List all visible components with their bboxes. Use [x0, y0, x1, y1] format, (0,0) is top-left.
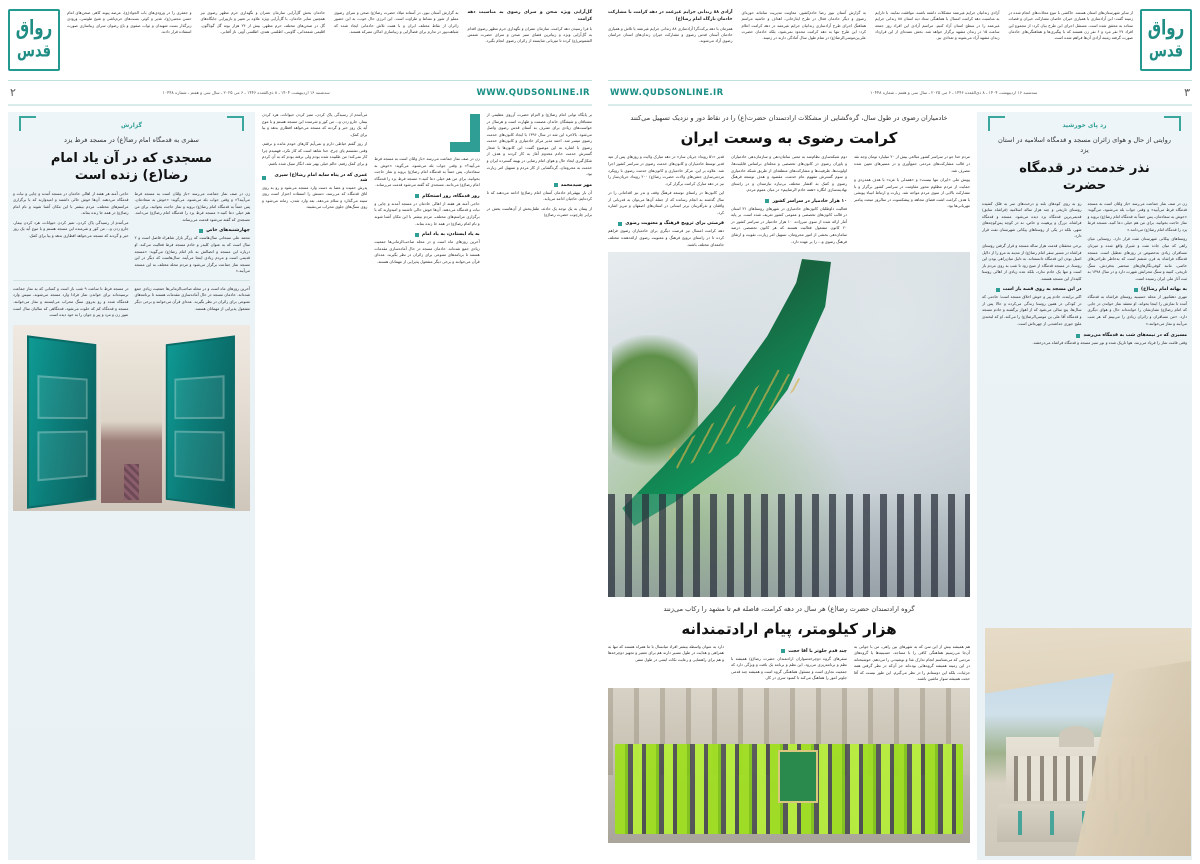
package-rubric: سفری به قدمگاه امام رضا(ع) در مسجد فرط یزد — [64, 136, 199, 144]
paragraph: قدیر «۵۱ رویداد جریان ساز» در دهه مبارک ولایت و روزهای پس از عید قدیر توسط خادمیاران و کانون‌های خدمت رضوی در سراسر کشور اجرا شد. علاوه بر این، مرکز خادمیاری و کانون‌های خدمت رضوی با رویکرد مردمی‌سازی جشن‌های ولادت حضرت رضا(ع) ۲۰۰ رویداد جریان‌ساز را نیز در دهه مبارک کرامت برگزار کرد. — [608, 154, 725, 186]
bullet-square-icon — [262, 176, 266, 180]
masthead-item-lead — [468, 10, 593, 80]
subheading-text: چهارشنبه‌های خاص — [206, 228, 250, 234]
masthead-item — [1009, 10, 1134, 80]
paragraph: سفرهای گروه دوچرخه‌سواران ارادتمندان حضرت رضا(ع) همیشه با نظم و برنامه‌ریزی می‌رود. این نظم و برنامه یک بافت و ویژگی دارد که جمعیت نجاری است و مسئول هماهنگی گروه است و همیشه چند قدمی جلوتر امور را هماهنگ می‌کند تا کمبود سری در کار. — [731, 655, 847, 681]
masthead-item — [875, 10, 1000, 80]
subheading-text: چند قدم جلوتر با آقا حجت — [788, 648, 847, 654]
package-red-pay-khorshid — [977, 112, 1192, 860]
publication-logo — [8, 9, 60, 71]
website-url[interactable]: WWW.QUDSONLINE.IR — [610, 87, 724, 98]
paragraph: حاجی آمنه هر هفته از اهالی خادمان در مسجد آمدند و چایی و نبات و قدمگاه می‌دهند. آن‌ها خوش حالی داشتند و امیدوارند که با برگزاری مراسم‌های مختلف، مردم بیشتر با این مکان آشنا شوند و نام امام رضا(ع) در همه جا زنده بماند. — [374, 200, 480, 226]
paragraph: رو به روی کوه‌های بلند و درخت‌های سر به فلک کشیده روستای تاریخی و چند هزار ساله اسلامیه (فراشاه سابق) قدیمی‌ترین قدمگاه یزد دیده می‌شود. مسجد و قدمگاه فراشاه، بزرگ و پرهیبت و خاص، نه در کوچه پس‌کوچه‌های شهر، بلکه در یکی از روستاهای پیکانی شهرستان تفت قرار دارد. — [982, 200, 1082, 239]
issue-date-line: سه‌شنبه ۱۶ اردیبهشت ۱۴۰۴ ـ ۸ ذی‌القعده ۱۴۴۶ ـ ۶ می ۲۰۲۵ ـ سال سی و هفتم ـ شماره ۱۰۴۴۸ — [162, 90, 330, 95]
subheading-text: فرصتی برای ترویج فرهنگ و معنویت رضوی — [625, 221, 724, 227]
page-gutter — [599, 0, 601, 864]
bullet-square-icon — [618, 222, 622, 226]
logo-line-2: قدس — [17, 41, 51, 62]
photo-door-left — [27, 335, 97, 508]
package-title: مسجدی که در آن یاد امام رضا(ع) زنده است — [50, 150, 213, 183]
paragraph: حاجی آمنه هر هفته از اهالی خادمان در مسجد آمدند و چایی و نبات و قدمگاه می‌دهند. آن‌ها خوش حالی داشتند و امیدوارند که با برگزاری مراسم‌های مختلف، مردم بیشتر با این مکان آشنا شوند و نام امام رضا(ع) در همه جا زنده بماند. — [13, 190, 129, 216]
paragraph: زن در صف نماز جماعت می‌رسد «باز ولئان است به مسجد فرط می‌آیید؟» و وقتی جواب بله می‌شنود، می‌گوید: «خوش به سعادتتان، پس حتماً به قدمگاه امام رضا(ع) بروید و نماز حاجت بخوانید، برای من هم خیلی دعا کنید.» مسجد فرط یزد را قدمگاه امام رضا(ع) می‌دانند. مسجدی که گفته می‌شود قدمت می‌رساند. — [374, 156, 480, 188]
website-url[interactable]: WWW.QUDSONLINE.IR — [476, 87, 590, 98]
logo-line-1: رواق — [1147, 16, 1185, 41]
subheading-text: ۱۰ هزار خادمیار در سراسر کشور — [772, 198, 847, 204]
article-column — [854, 154, 970, 248]
subheading-text: به یاد ایستادن، به یاد امام — [421, 232, 480, 238]
bullet-square-icon — [1134, 288, 1138, 292]
content-right — [0, 106, 600, 864]
bullet-square-icon — [415, 233, 419, 237]
subheading — [135, 228, 251, 233]
paragraph: دوم شبکه‌سازی نظام‌مند به معنی سامان‌دهی و سازمان‌دهی خادمیاران و یاوران رضوی در کانون‌های تخصصی و محله‌ای براساس قابلیت‌ها، اولویت‌ها، ظرفیت‌ها و مشارکت‌های منطقه‌ای از طریق شبکه خادمیاری و سوم گسترش مفهوم عام خدمت، مقصود و هدف توسعه فرهنگ رضوی و کمک به اقشار مختلف بی‌نیازه نیازمندان و در راستای نهادینه‌سازی انگاره «همه خادم الرضاییم» در میان عموم مردم. — [731, 154, 847, 193]
photo-mosque-qadamgah — [985, 628, 1191, 856]
photo-crowd — [608, 494, 970, 598]
package-header — [608, 112, 970, 154]
paragraph: وقتی قامت نماز را فریاد می‌زنند، هوا تاریک شده و نور سبز مسجد و قدمگاه فراشاه می‌درخشد. — [1032, 340, 1187, 346]
subheading — [1088, 287, 1188, 292]
folio-bar-right — [8, 80, 592, 106]
logo-line-1: رواق — [15, 16, 53, 41]
paragraph: می‌آمدم از رسیدگی پاک کردن، تمیز کردن حیوانات، هرد کردن بیمار، جارو زدن و... من کور و شرمنده این مسجد هستم و با موج آید یک روز خبر و گردنه که مسجد می‌خواهد افطاری بدهد و بیا برای کمک. — [13, 219, 129, 239]
bullet-square-icon — [1076, 334, 1080, 338]
masthead-item — [201, 10, 326, 80]
package-header — [982, 112, 1187, 201]
article-column — [135, 286, 251, 319]
paragraph: از پیمان به یک توجه یک حادثه، طفل‌بخش از آن‌هاست بخش در برابر چارچوب حضرت رضا(ع) — [486, 205, 592, 218]
package-rubric: گروه ارادتمندان حضرت رضا(ع) هر سال در دهه کرامت، فاصله قم تا مشهد را رکاب می‌زنند — [663, 605, 915, 614]
article-column — [608, 154, 724, 248]
paragraph: زن در صف نماز جماعت می‌رسد «باز ولئان است به مسجد فرط می‌آیید؟» و وقتی جواب بله می‌شنود، می‌گوید: «خوش به سعادتتان، پس حتماً به قدمگاه امام رضا(ع) بروید و نماز حاجت بخوانید، برای من هم خیلی دعا کنید.» مسجد فرط یزد را قدمگاه امام رضا(ع) می‌دانند. مسجدی که گفته می‌شود قدمت می‌رساند. — [134, 190, 250, 222]
subheading-text: روز قدمگاه، روز استحکام — [422, 193, 480, 199]
photo-rug — [124, 464, 139, 500]
paragraph: اکبر براینده، خادم پیر و خوش اخلاق مسجد است؛ خادمی که در کودکی در همین روستا زندگی می‌کرده و حالا پس از سال‌ها، پنج سالی می‌شود که از اهواز برگشته و خادم مسجد و قدمگاه آقا علی بن موسی‌الرضا(ع) را می‌کند. او که لبخندی ملیح جوری جداشدنی از چهره‌اش است. — [982, 294, 1082, 326]
article-column — [608, 644, 724, 683]
bullet-square-icon — [765, 199, 769, 203]
masthead-item-lead — [608, 10, 733, 80]
decorative-l-glyph — [450, 114, 480, 152]
page-number: ۲ — [10, 86, 16, 99]
package-header-bottom — [608, 597, 970, 643]
package-keramat-razavi — [608, 112, 970, 860]
masthead-columns-left — [608, 6, 1133, 80]
photo-door-panel — [38, 375, 88, 418]
article-column — [731, 644, 847, 683]
article-column — [374, 112, 479, 860]
subheading — [262, 173, 367, 183]
photo-green-flag-procession — [608, 252, 970, 597]
article-column — [13, 191, 129, 275]
subheading-text: مسیری که در نیمه‌های شب به قدمگاه می‌رسد — [1083, 333, 1187, 339]
paragraph: در مسجد فرط تا ساعت ۹ شب باز است و کسانی که به نماز جماعت نرسیده‌اند برای خواندن نماز فرادا وارد مسجد می‌شوند، سپس وارد قدمگاه شده و رو به‌روی سنگ محراب می‌ایستند و نماز می‌خوانند. مسجد و قدمگاه کم که خلوت می‌شود، قدمگاهی که سالیان سال است عبور زن و مرد و پیر و جوان را به خود دیده است. — [13, 285, 129, 318]
photo-doorway-interior — [101, 340, 163, 504]
paragraph: دهه کرامت امسال نیز فرصت دیگری برای خادمیاران رضوی فراهم کرده تا در راستای ترویج فرهنگ و معنویت رضوی ارائه‌دهنده مختلف جامعه‌ای مختلف باشند. — [608, 228, 724, 247]
photo-green-banner — [778, 750, 818, 803]
photo-door-panel — [38, 431, 88, 482]
subheading — [982, 287, 1082, 292]
article-column — [487, 112, 592, 860]
issue-date-line: سه‌شنبه ۱۶ اردیبهشت ۱۴۰۴ ـ ۸ ذی‌القعده ۱۴۴۶ ـ ۶ می ۲۰۲۵ ـ سال سی و هفتم ـ شماره ۱۰۴۴۸ — [870, 90, 1038, 95]
article-column — [854, 644, 970, 683]
paragraph: این کانون‌ها در راستای توسعه فرهنگ وقف و ندر نیز اقداماتی را در سال گذشته به انجام رسانده که از جمله آن‌ها می‌توان به قدربانی از واقفان و نذرآفرینان برتر استانی در استان‌های اصفهان و تبریز اشاره کرد. — [608, 190, 724, 215]
bullet-square-icon — [415, 194, 419, 198]
corner-bracket-icon — [227, 116, 244, 131]
paragraph: هم همیشه بیش از این سن که به شهرهای بین راهی، من با جوانی به آن‌جا می‌رسیم هماهنگی کافی را با مساجد، حسینیه‌ها یا گروه‌های مردمی که می‌شناسم انجام تدارک غذا و نوشیدنی را می‌دهم. خوشبختانه در این زمینه همیشه گروه‌هایی بوده‌اند جز آن‌که در نظر گرفتن همه جزئیات، بلکه این دوستانم را در نظر می‌گیرم. این طور نیست که آقا حجت همیشه سوار ماشین باشند. — [854, 643, 970, 682]
paragraph: روستاهای پیکانی شهرستان تفت قرار دارد. روستایی میان راهی که میان جاده تفت و شیراز واقع شده و میزبان مسافران زیادی به‌خصوص در روزهای تعطیل است. مسجد قدمگاه فراشاه به قرن ششم است که به‌خاطر طراحی‌های خاصی، مانند کوفی‌نگارهای‌های منحصر به‌فردش، سنگ تاریخی، کتیبه و سنگ محرابش شهرت دارد و در سال ۱۳۹۸ به ثبت آثار ملی ایران رسیده است. — [1087, 236, 1188, 281]
page-left — [600, 0, 1200, 864]
paragraph: برخی محققان قدمت هزار ساله مسجد و قرار گرفتن روستای فراشاه در مسیر سفر امام رضا(ع) از مدینه به مرو را از دلایل اصیل بودن این قدمگاه دانسته‌اند. به دلیل میان‌راهی بودن این روستا، در مسجد قدمگاه از صبح زود تا شب به روی مردم باز است و تنها یک خادم ندارد، بلکه عده زیادی از اهالی روستا کلیددار این مسجد هستند. — [982, 242, 1082, 281]
paragraph: پویش ملی «ایران تنها نیست» و «همدلی با غزه» با هدف همدردی و حمایت از مردم مظلوم محور مقاومت در سراسر کشور برگزار و با مشارکت بالایی از سوی مردم مواجه شد. زیارت و ارتباط انبیاء پویشی با هدف کرامت اشت فضای مجاهد و پیشکسوت در سالروز میعث پیامبر مهربانی‌ها بود. — [854, 177, 970, 209]
masthead-body: به گزارش آستان نیوز، در آستانه میلاد حضرت رضا(ع) صحن و سرای رضوی مملو از شور و نشاط و طراوت است. این انرژی حال خوب، به این حضور زائران از نقاط مختلف ایران و با همت تلاش خادمانی ایجاد شده که شباهت‌پور در تدارم برای فضا‌آرایی و زیباسازی اماکن متبرکه هستند. — [334, 10, 459, 34]
masthead-kicker: آزادی ۸۸ زندانی جرایم غیرعمد در دهه کرامت با مشارکت خادمان بارگاه امام رضا(ع) — [608, 10, 733, 22]
photo-door-panel — [175, 431, 225, 482]
masthead-body: با فرا رسیدن دهه کرامت، سازمان عمران و نگهداری حرم مطهر رضوی اقدام به گل‌آرایی ویژه و زیباترین فضای سبز صحن و سرای حضرت شمس الشموس(ع) کرده تا میزبانی شایسته از زائران رضوی انجام بگیرد. — [467, 25, 592, 44]
package-gozaresh — [8, 112, 255, 860]
subheading-text: در این مسجد به روی قصه باز است — [1002, 287, 1082, 293]
bullet-square-icon — [996, 288, 1000, 292]
page-number: ۳ — [1184, 86, 1190, 99]
corner-bracket-icon — [1164, 116, 1181, 131]
bullet-square-icon — [199, 229, 203, 233]
paragraph: بر پایگاه توانی امام رضا(ع) و التزام حضرت آزروی عظیمی از مشتاقان و شیفتگان خاندان عصمت و طهارت است و هرسال در خواست‌های زیادی برای تشرف به آستان قدس رضوی واصل می‌شود. بالاخره این شد در سال ۱۳۹۶ با ایجاد کانون‌های خدمت رضوی میسر شد. احمد مدیر مرکز خادمیاری و کانون‌های خدمت رضوی با اشاره به این موضوع گفت: این کانون‌ها با شعار گسترش خدمت خادم مخدوم آغاز به کار کردند و هدف از شکل‌گیری ایجاد حال و هوای امام رضایی در بهینه گسترده ایران و خدمت به محرومان، گره‌گشایی از کار مردم و تسهیل امر زیارت بود. — [486, 112, 593, 177]
bullet-square-icon — [554, 183, 558, 187]
paragraph: آخرین روزهای ماه است و در محله صاحب‌الزمانی‌ها جمعیت زیادی جمع شده‌اند. خادمان مسجد در حال آماده‌سازی مقدمات هستند تا برنامه‌های متنوعی برای زائران در نظر بگیرند. عده‌ای قرآن می‌خوانند و برخی دیگر مشغول پذیرایی از مهمانان هستند. — [374, 239, 480, 264]
article-column — [13, 286, 129, 319]
paragraph: فعالیت داوطلبان کانون‌های خادمیاری در شهرهای روستاهای ۳۱ استان در قالب کانون‌های تخصصی و عمومی کشور تعریف شده است. بر پایه آمار ارائه شده از سوی میرزاده، ۱۰ هزار خادمیار در سراسر کشور در ۲۰ کانون مشغول فعالیت هستند که هر کانون تخصصی درصد سامان‌دهی بخشی از امور محرومان، تسهیل امر زیارت، تقویت و ارتقای فرهنگ رضوی و... را بر عهده دارد. — [731, 205, 847, 244]
article-column — [262, 112, 367, 860]
package-rubric: روایتی از حال و هوای زائران مسجد و قدمگاه اسلامیه در استان یزد — [998, 136, 1171, 154]
publication-logo — [1140, 9, 1192, 71]
corner-bracket-icon — [19, 116, 36, 131]
photo-cyclists-group — [608, 688, 970, 843]
paragraph: مردم خدا جو در سراسر کشور مبالغی بیش از ۲۰ میلیارد تومان وجه نقد در قالب مشارکت‌های مردمی جمع‌آوری و در مسیرهای تعیین شده مصرف شد. — [854, 154, 970, 173]
masthead-body: از سایر شهرستان‌های استان هستند. خاکشی با تنوع محلات‌های انجام شده در زمینه گفت: این آزادسازی با همیاری خیران خاصان مشارکت خیران و قضات ستاده به محقق شده است. مستقل اجرای این طرح بیان کرد: از مجموع این افراد ۲۷ نفر مرد و ۶ نفر زن هستند که با پیگیری‌ها و هماهنگی‌های خادمان صورت گرفته زمینه آزادی آن‌ها فراهم شده است. — [1008, 10, 1133, 41]
subheading — [608, 221, 724, 226]
masthead-left — [600, 0, 1200, 80]
masthead-columns-right — [67, 6, 592, 80]
package-rubric: خادمیاران رضوی در طول سال، گره‌گشایی از مشکلات ارادتمندان حضرت(ع) را در نقاط دور و نزدیک تسهیل می‌کنند — [630, 114, 948, 122]
subheading — [374, 194, 479, 199]
content-left — [600, 106, 1200, 864]
masthead-item — [742, 10, 867, 80]
package-title: نذر خدمت در قدمگاه حضرت — [1019, 160, 1150, 193]
subheading — [487, 183, 592, 188]
masthead-body: آزادی زندانیان جرایم غیرعمد مشکلات داشته باشند، موافقت نمایند. با دارایم به مناسبت دهه کرامت امسال با هماهنگی ستاد دیه استان ۸۸ زندانی جرایم غیرعمد را در سطح استان آزاد کنیم. مراسم آزادی این افراد روز جمعه ساعت ۱۵ در زندان مشهد برگزار خواهد شد. بخش عمده‌ای از این قرارداد زندان مشهد آزاد می‌شوند و تعدادی نیز. — [875, 10, 1000, 41]
masthead-body: همزمان با دهه برکت‌گرا آزادسازی ۸۸ زندانی جرایم غیرعمد با تلاش و همیاری خادمان آستان قدس رضوی و مشارکت خیران زندان‌های استان خراسان رضوی آزاد می‌شوند. — [608, 25, 733, 44]
subheading — [374, 232, 479, 237]
masthead-right — [0, 0, 600, 80]
subheading — [731, 649, 847, 654]
package-title: هزار کیلومتر، پیام ارادتمندانه — [681, 620, 897, 639]
paragraph: از روز گفتم خیاطی دارم و نمی‌آیم کارهای خودم مانده و نرفتم، وقتی نشستم پای چرخ، خدا شاهد است که کار نکرد، فهمیدم چرا کار نمی‌کند؛ من طلبیده شده بودم ولی نرفته بودم که به آن کردم و برای کمک رفتم. حالم خیلی بهتر شد، انگار سبک شده باشم. — [262, 141, 368, 166]
corner-bracket-icon — [988, 116, 1005, 131]
paragraph: دارد به عنوان واسطه بیشتر افراد میانسال با ما همراه هستند که تنها به همراهی و هدایت در طول مسیر دارند هم برای تعمیر و تجهیز دوچرخه‌ها و هم برای راهنمایی و رعایت نکات ایمنی در طول سفر. — [608, 643, 724, 662]
article-column — [982, 201, 1082, 328]
subheading-text: عمری که در پناه سایه امام رضا(ع) سپری شد — [274, 172, 368, 183]
masthead-body: خادمان بخش گل‌آرایی سازمان عمران و نگهداری حرم مطهر رضوی نیز همچنین سایر خادمان، با گل‌آرایی ویژه علاوه بر تغییر و بازپیرایی جایگاه‌های گل در صحن‌های مختلف حرم مطهر، بیش از ۲۴ هزار بوته گل گوناگون، اقلیمی شمعدانی، گاوبنی، اطلسی هندی، اطلسی آویز، ناز آفتابی. — [200, 10, 325, 34]
paragraph: زن در صف نماز جماعت می‌رسد «باز ولئان است به مسجد قدمگاه فرط می‌آیید» و وقتی جواب بله می‌شنود، می‌گوید: «خوش به سعادتتان، پس حتماً به قدمگاه امام رضا(ع) بروید و نماز حاجت بخوانید، برای من هم خیلی دعا کنید، مسجد فرط یزد را قدمگاه امام رضا(ع) می‌دانند.» — [1087, 200, 1187, 232]
article-column — [135, 191, 251, 275]
photo-turquoise-doors — [13, 325, 250, 511]
paragraph: آن بار بیهقی‌ام خادمان آستان امام رضا(ع) ادامه می‌دهند که تا کرده‌ایم، حاجیان ادامه می‌یابد. — [486, 189, 592, 202]
subheading-text: به بهانه امام رضا(ع) — [1141, 287, 1187, 293]
logo-line-2: قدس — [1149, 41, 1183, 62]
masthead-item — [67, 10, 192, 80]
photo-door-panel — [175, 375, 225, 418]
subheading — [731, 199, 847, 204]
paragraph: مهری دهقانپور از محله حسینیه روستای فراشاه به قدمگاه آمده تا نمازش را اینجا بخواند. او معتقد نماز خواندن در جایی که امام رضا(ع) نشان‌شان را خوانده‌اند حال و هوای دیگری دارد. «من مسافران و زائران زیادی را می‌بینم که هر شب می‌آیند و نماز می‌خوانند.» — [1087, 294, 1187, 326]
paragraph: می‌آمدم از رسیدگی پاک کردن، تمیز کردن حیوانات، هرد کردن بیمار، جارو زدن و... من کور و شرمنده این مسجد هستم و با موج آید یک روز خبر و گردنه که مسجد می‌خواهد افطاری بدهد و بیا برای کمک. — [262, 112, 368, 137]
subheading — [982, 333, 1187, 338]
paragraph: محمد علی سبحانی سال‌هاست که زرگر بازار شاهراه فاضل است و ۲ سال است که به عنوان کلیدر و خادم مسجد فرط فعالیت می‌کند. او درباره این مسجد و اتصالش به نام امام رضا(ع) می‌گوید: «مسجد قدیمی است و مردم زیادی اینجا می‌آیند. سال‌هاست که دیگر در این مسجد نماز جماعت برگزار می‌شود و مردم محله مختلف به این مسجد می‌آیند.» — [134, 235, 250, 274]
masthead-body: به گزارش آستان نیوز رضا خادم‌کشور، معاونت مدیریت سامانه حوزه‌ای رضوی و دیگر خادمان فعال در طرح ایثارخانی، اهداف و حاشیه مراسم هماهنگ اجرای طرح آزادسازی زندانیان جرایم غیرعمد در دهه کرامت اعلام کرد: این طرح تنها به دهه کرامت محدود نمی‌شود، بلکه خادمان حضرت علی‌بن‌موسی‌الرضا(ع) در تمام طول سال آمادگی دارند در زمینه. — [741, 10, 866, 41]
paragraph: آخرین روزهای ماه است و در محله صاحب‌الزمانی‌ها جمعیت زیادی جمع شده‌اند. خادمان مسجد در حال آماده‌سازی مقدمات هستند تا برنامه‌های متنوعی برای زائران در نظر بگیرند. عده‌ای قرآن می‌خوانند و برخی دیگر مشغول پذیرایی از مهمانان هستند. — [134, 285, 250, 311]
package-title: کرامت رضوی به وسعت ایران — [680, 128, 898, 147]
package-label: گزارش — [120, 122, 142, 129]
package-header — [13, 112, 250, 191]
package-label: رد پای خورشید — [1062, 122, 1107, 129]
folio-bar-left — [608, 80, 1192, 106]
photo-door-right — [166, 335, 236, 508]
article-column — [731, 154, 847, 248]
package-keramat-continuation — [262, 112, 592, 860]
paragraph: پدرش خمیده و عصا به دست وارد مسجد می‌شود و رو به روی اتاق قدمگاه که می‌رسد، دستش را استفاده اختزاز است روی سینه می‌گذارد و سلام می‌دهد، بعد وارد شدن، زمانه می‌شود و روی سنگ‌های جلوی محراب می‌نشیند. — [262, 184, 368, 210]
masthead-kicker: گل‌آرایی ویژه صحن و سرای رضوی به مناسبت دهه کرامت — [467, 10, 592, 22]
photo-dome — [1059, 726, 1094, 747]
article-column — [1088, 201, 1188, 328]
masthead-body: و جعفری را در ورودی‌های باب الجواد(ع)، عرصه پیوند کاهی صحن‌های امام حسن مجتبی(ع)، غدیر و کوثر، بست‌های حرم‌ناشی و شیخ طوسی، ورودی زیرگذار بست شهیدان و ثواب صفوی و باغ رضوان سرای زیباسازی صورت استفاده قرار دادند. — [67, 10, 192, 34]
subheading-text: مهر سیدمحمد — [560, 182, 592, 188]
masthead-item — [334, 10, 459, 80]
bullet-square-icon — [781, 649, 785, 653]
section-divider — [13, 280, 250, 281]
